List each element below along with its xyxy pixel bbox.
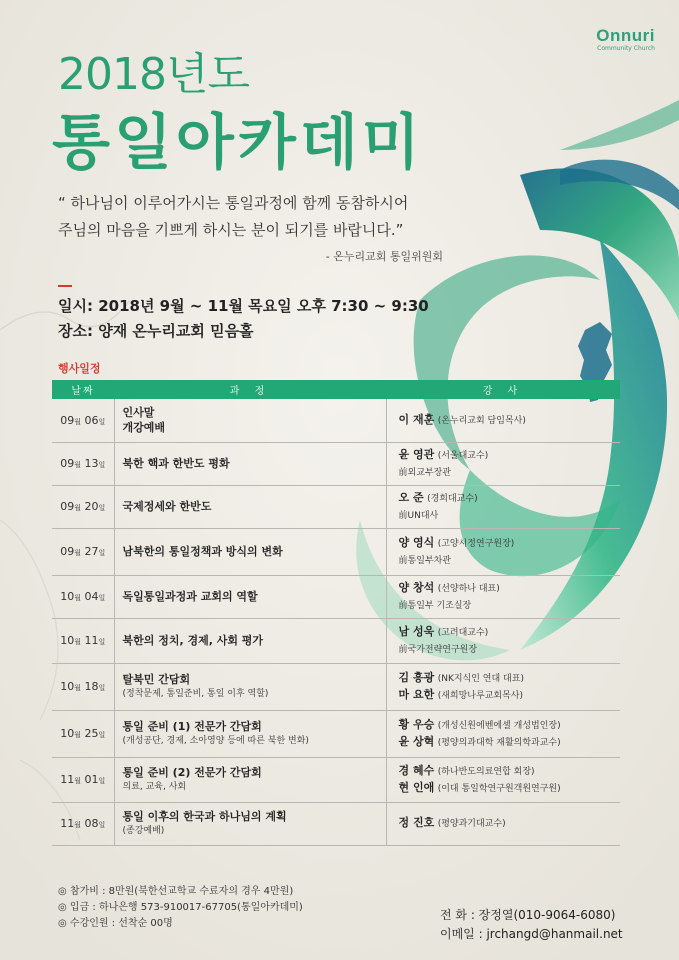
- speaker-role: (NK지식인 연대 대표): [437, 673, 524, 684]
- day-unit: 일: [98, 777, 106, 785]
- capacity-note: ◎ 수강인원 : 선착순 00명: [58, 918, 173, 929]
- red-divider: [58, 285, 72, 287]
- table-row: [52, 575, 620, 618]
- course-title: 북한의 정치, 경제, 사회 평가: [122, 634, 264, 647]
- contact-phone: 전 화 : 장정열(010-9064-6080): [440, 908, 616, 922]
- row-date: [52, 618, 114, 663]
- onnuri-logo: [596, 26, 655, 52]
- row-month: 09: [60, 457, 75, 470]
- row-speaker: [386, 442, 620, 485]
- speaker-role: 前외교부장관: [398, 467, 451, 478]
- day-unit: 일: [98, 417, 106, 426]
- speaker-role: (평양과기대교수): [437, 819, 506, 829]
- speaker-line: [399, 597, 617, 614]
- event-location: 장소: 양재 온누리교회 믿음홀: [58, 322, 254, 340]
- row-month: 10: [60, 727, 75, 740]
- row-course: [114, 442, 386, 485]
- row-speaker: [386, 618, 620, 663]
- speaker-name: 마 요한: [398, 687, 435, 701]
- course-title: 인사말: [122, 406, 155, 420]
- day-unit: 일: [98, 731, 106, 739]
- row-course: [114, 485, 386, 528]
- row-day: 06: [84, 413, 99, 427]
- speaker-role: (서울대교수): [437, 450, 489, 461]
- row-date: [52, 442, 114, 485]
- speaker-name: 황 우승: [398, 717, 435, 731]
- speaker-line: [399, 763, 617, 780]
- day-unit: 일: [98, 549, 106, 557]
- speaker-line: [399, 412, 617, 429]
- speaker-role: (경희대교수): [427, 493, 478, 504]
- speaker-line: [399, 447, 617, 464]
- schedule-header-row: [52, 380, 620, 399]
- quote-block: [58, 190, 408, 244]
- row-course: [114, 399, 386, 442]
- month-unit: 월: [74, 638, 81, 646]
- row-speaker: [386, 399, 620, 442]
- row-speaker: [386, 757, 620, 802]
- course-title: 남북한의 통일정책과 방식의 변화: [122, 545, 283, 558]
- speaker-role: (평양의과대학 재활의학과교수): [437, 737, 561, 748]
- speaker-name: 윤 상혁: [398, 734, 435, 748]
- table-row: [52, 528, 620, 575]
- schedule-table: [52, 380, 620, 846]
- day-unit: 일: [98, 821, 106, 829]
- table-row: [52, 663, 620, 710]
- row-date: [52, 485, 114, 528]
- course-subtitle: (종강예배): [122, 826, 165, 836]
- speaker-line: [399, 734, 617, 751]
- row-date: [52, 663, 114, 710]
- row-month: 10: [60, 634, 75, 647]
- speaker-line: [399, 507, 617, 524]
- row-course: [114, 618, 386, 663]
- speaker-role: 前통일부 기조실장: [398, 600, 472, 611]
- day-unit: 일: [98, 684, 106, 692]
- speaker-line: [399, 580, 617, 597]
- speaker-name: 현 인애: [398, 780, 435, 794]
- course-subtitle: (정착문제, 통일준비, 통일 이후 역할): [122, 689, 269, 699]
- month-unit: 월: [74, 417, 81, 426]
- course-title: 국제정세와 한반도: [122, 500, 212, 513]
- speaker-role: (새희망나루교회목사): [437, 690, 523, 701]
- row-date: [52, 710, 114, 757]
- row-speaker: [386, 802, 620, 845]
- row-month: 11: [60, 817, 75, 830]
- speaker-line: [399, 815, 617, 832]
- logo-wordmark: Onnuri: [596, 26, 655, 45]
- speaker-line: [399, 717, 617, 734]
- row-date: [52, 399, 114, 442]
- row-day: 01: [84, 773, 99, 786]
- row-day: 27: [84, 545, 99, 558]
- speaker-role: (개성신원에벤에셀 개성법인장): [437, 720, 561, 731]
- row-speaker: [386, 710, 620, 757]
- footer-notes: [58, 884, 303, 932]
- row-day: 25: [84, 727, 99, 740]
- row-speaker: [386, 528, 620, 575]
- row-speaker: [386, 485, 620, 528]
- quote-line-1: “ 하나님이 이루어가시는 통일과정에 함께 동참하시어: [58, 194, 409, 212]
- month-unit: 월: [74, 461, 81, 469]
- speaker-name: 양 창석: [398, 580, 435, 594]
- row-speaker: [386, 575, 620, 618]
- speaker-role: 前국가전략연구원장: [398, 644, 478, 655]
- course-title: 개강예배: [122, 421, 166, 435]
- table-row: [52, 442, 620, 485]
- speaker-role: (온누리교회 담임목사): [437, 415, 526, 426]
- row-day: 04: [84, 590, 99, 603]
- row-course: [114, 802, 386, 845]
- fee-note: ◎ 참가비 : 8만원(북한선교학교 수료자의 경우 4만원): [58, 886, 294, 897]
- speaker-role: 前통일부차관: [398, 555, 451, 566]
- row-course: [114, 757, 386, 802]
- course-subtitle: 의료, 교육, 사회: [122, 782, 187, 792]
- speaker-name: 김 흥광: [398, 670, 435, 684]
- row-day: 18: [84, 680, 99, 693]
- month-unit: 월: [74, 731, 81, 739]
- day-unit: 일: [98, 638, 106, 646]
- course-title: 통일 준비 (1) 전문가 간담회: [122, 720, 262, 733]
- row-month: 09: [60, 500, 75, 513]
- row-date: [52, 575, 114, 618]
- speaker-name: 윤 영관: [398, 447, 435, 461]
- table-row: [52, 710, 620, 757]
- row-day: 11: [84, 634, 99, 647]
- contact-email: 이메일 : jrchangd@hanmail.net: [440, 927, 623, 941]
- event-title: 통일아카데미: [52, 108, 424, 178]
- month-unit: 월: [74, 684, 81, 692]
- table-row: [52, 757, 620, 802]
- row-speaker: [386, 663, 620, 710]
- day-unit: 일: [98, 461, 106, 469]
- row-date: [52, 757, 114, 802]
- quote-attribution: - 온누리교회 통일위원회: [325, 250, 443, 263]
- schedule-label: 행사일정: [58, 362, 101, 375]
- row-course: [114, 528, 386, 575]
- speaker-line: [399, 552, 617, 569]
- contact-info: [440, 906, 623, 944]
- speaker-name: 남 성욱: [398, 624, 435, 638]
- speaker-line: [399, 624, 617, 641]
- speaker-line: [399, 535, 617, 552]
- day-unit: 일: [98, 594, 106, 602]
- table-row: [52, 485, 620, 528]
- row-date: [52, 802, 114, 845]
- speaker-name: 경 혜수: [398, 763, 435, 777]
- quote-line-2: 주님의 마음을 기쁘게 하시는 분이 되기를 바랍니다.”: [58, 221, 404, 239]
- speaker-line: [399, 464, 617, 481]
- row-course: [114, 575, 386, 618]
- event-year: 2018년도: [58, 49, 249, 100]
- course-title: 통일 이후의 한국과 하나님의 계획: [122, 810, 287, 823]
- month-unit: 월: [74, 549, 81, 557]
- speaker-role: (이대 통일학연구원객원연구원): [437, 783, 561, 794]
- speaker-role: (하나반도의료연합 회장): [437, 766, 535, 777]
- row-day: 13: [84, 457, 99, 470]
- event-info: [58, 294, 429, 344]
- speaker-line: [399, 490, 617, 507]
- month-unit: 월: [74, 504, 81, 512]
- table-row: [52, 399, 620, 442]
- speaker-role: 前UN대사: [398, 510, 439, 521]
- header-course: 과 정: [114, 380, 386, 399]
- account-note: ◎ 입금 : 하나은행 573-910017-67705(통일아카데미): [58, 902, 303, 913]
- course-title: 북한 핵과 한반도 평화: [122, 457, 230, 470]
- event-datetime: 일시: 2018년 9월 ~ 11월 목요일 오후 7:30 ~ 9:30: [58, 297, 429, 315]
- row-date: [52, 528, 114, 575]
- row-month: 11: [60, 773, 75, 786]
- course-title: 탈북민 간담회: [122, 673, 191, 686]
- day-unit: 일: [98, 504, 106, 512]
- month-unit: 월: [74, 777, 81, 785]
- speaker-role: (고양시정연구원장): [437, 538, 515, 549]
- schedule-body: [52, 399, 620, 845]
- row-day: 20: [84, 500, 99, 513]
- table-row: [52, 802, 620, 845]
- course-title: 독일통일과정과 교회의 역할: [122, 590, 258, 603]
- course-subtitle: (개성공단, 경제, 소아영양 등에 따른 북한 변화): [122, 736, 309, 746]
- logo-subtitle: Community Church: [597, 45, 655, 52]
- row-month: 09: [60, 545, 75, 558]
- speaker-name: 오 준: [398, 490, 424, 504]
- speaker-role: (고려대교수): [437, 627, 489, 638]
- speaker-name: 양 영식: [398, 535, 435, 549]
- speaker-line: [399, 780, 617, 797]
- speaker-name: 이 재훈: [398, 412, 435, 426]
- table-row: [52, 618, 620, 663]
- row-month: 10: [60, 590, 75, 603]
- row-course: [114, 710, 386, 757]
- month-unit: 월: [74, 821, 81, 829]
- row-month: 10: [60, 680, 75, 693]
- header-speaker: 강 사: [386, 380, 620, 399]
- speaker-name: 정 진호: [398, 816, 435, 829]
- course-title: 통일 준비 (2) 전문가 간담회: [122, 766, 262, 779]
- header-date: 날짜: [52, 380, 114, 399]
- speaker-line: [399, 687, 617, 704]
- row-course: [114, 663, 386, 710]
- speaker-line: [399, 641, 617, 658]
- row-day: 08: [84, 817, 99, 830]
- speaker-line: [399, 670, 617, 687]
- speaker-role: (선양하나 대표): [437, 583, 500, 594]
- month-unit: 월: [74, 594, 81, 602]
- row-month: 09: [60, 413, 75, 427]
